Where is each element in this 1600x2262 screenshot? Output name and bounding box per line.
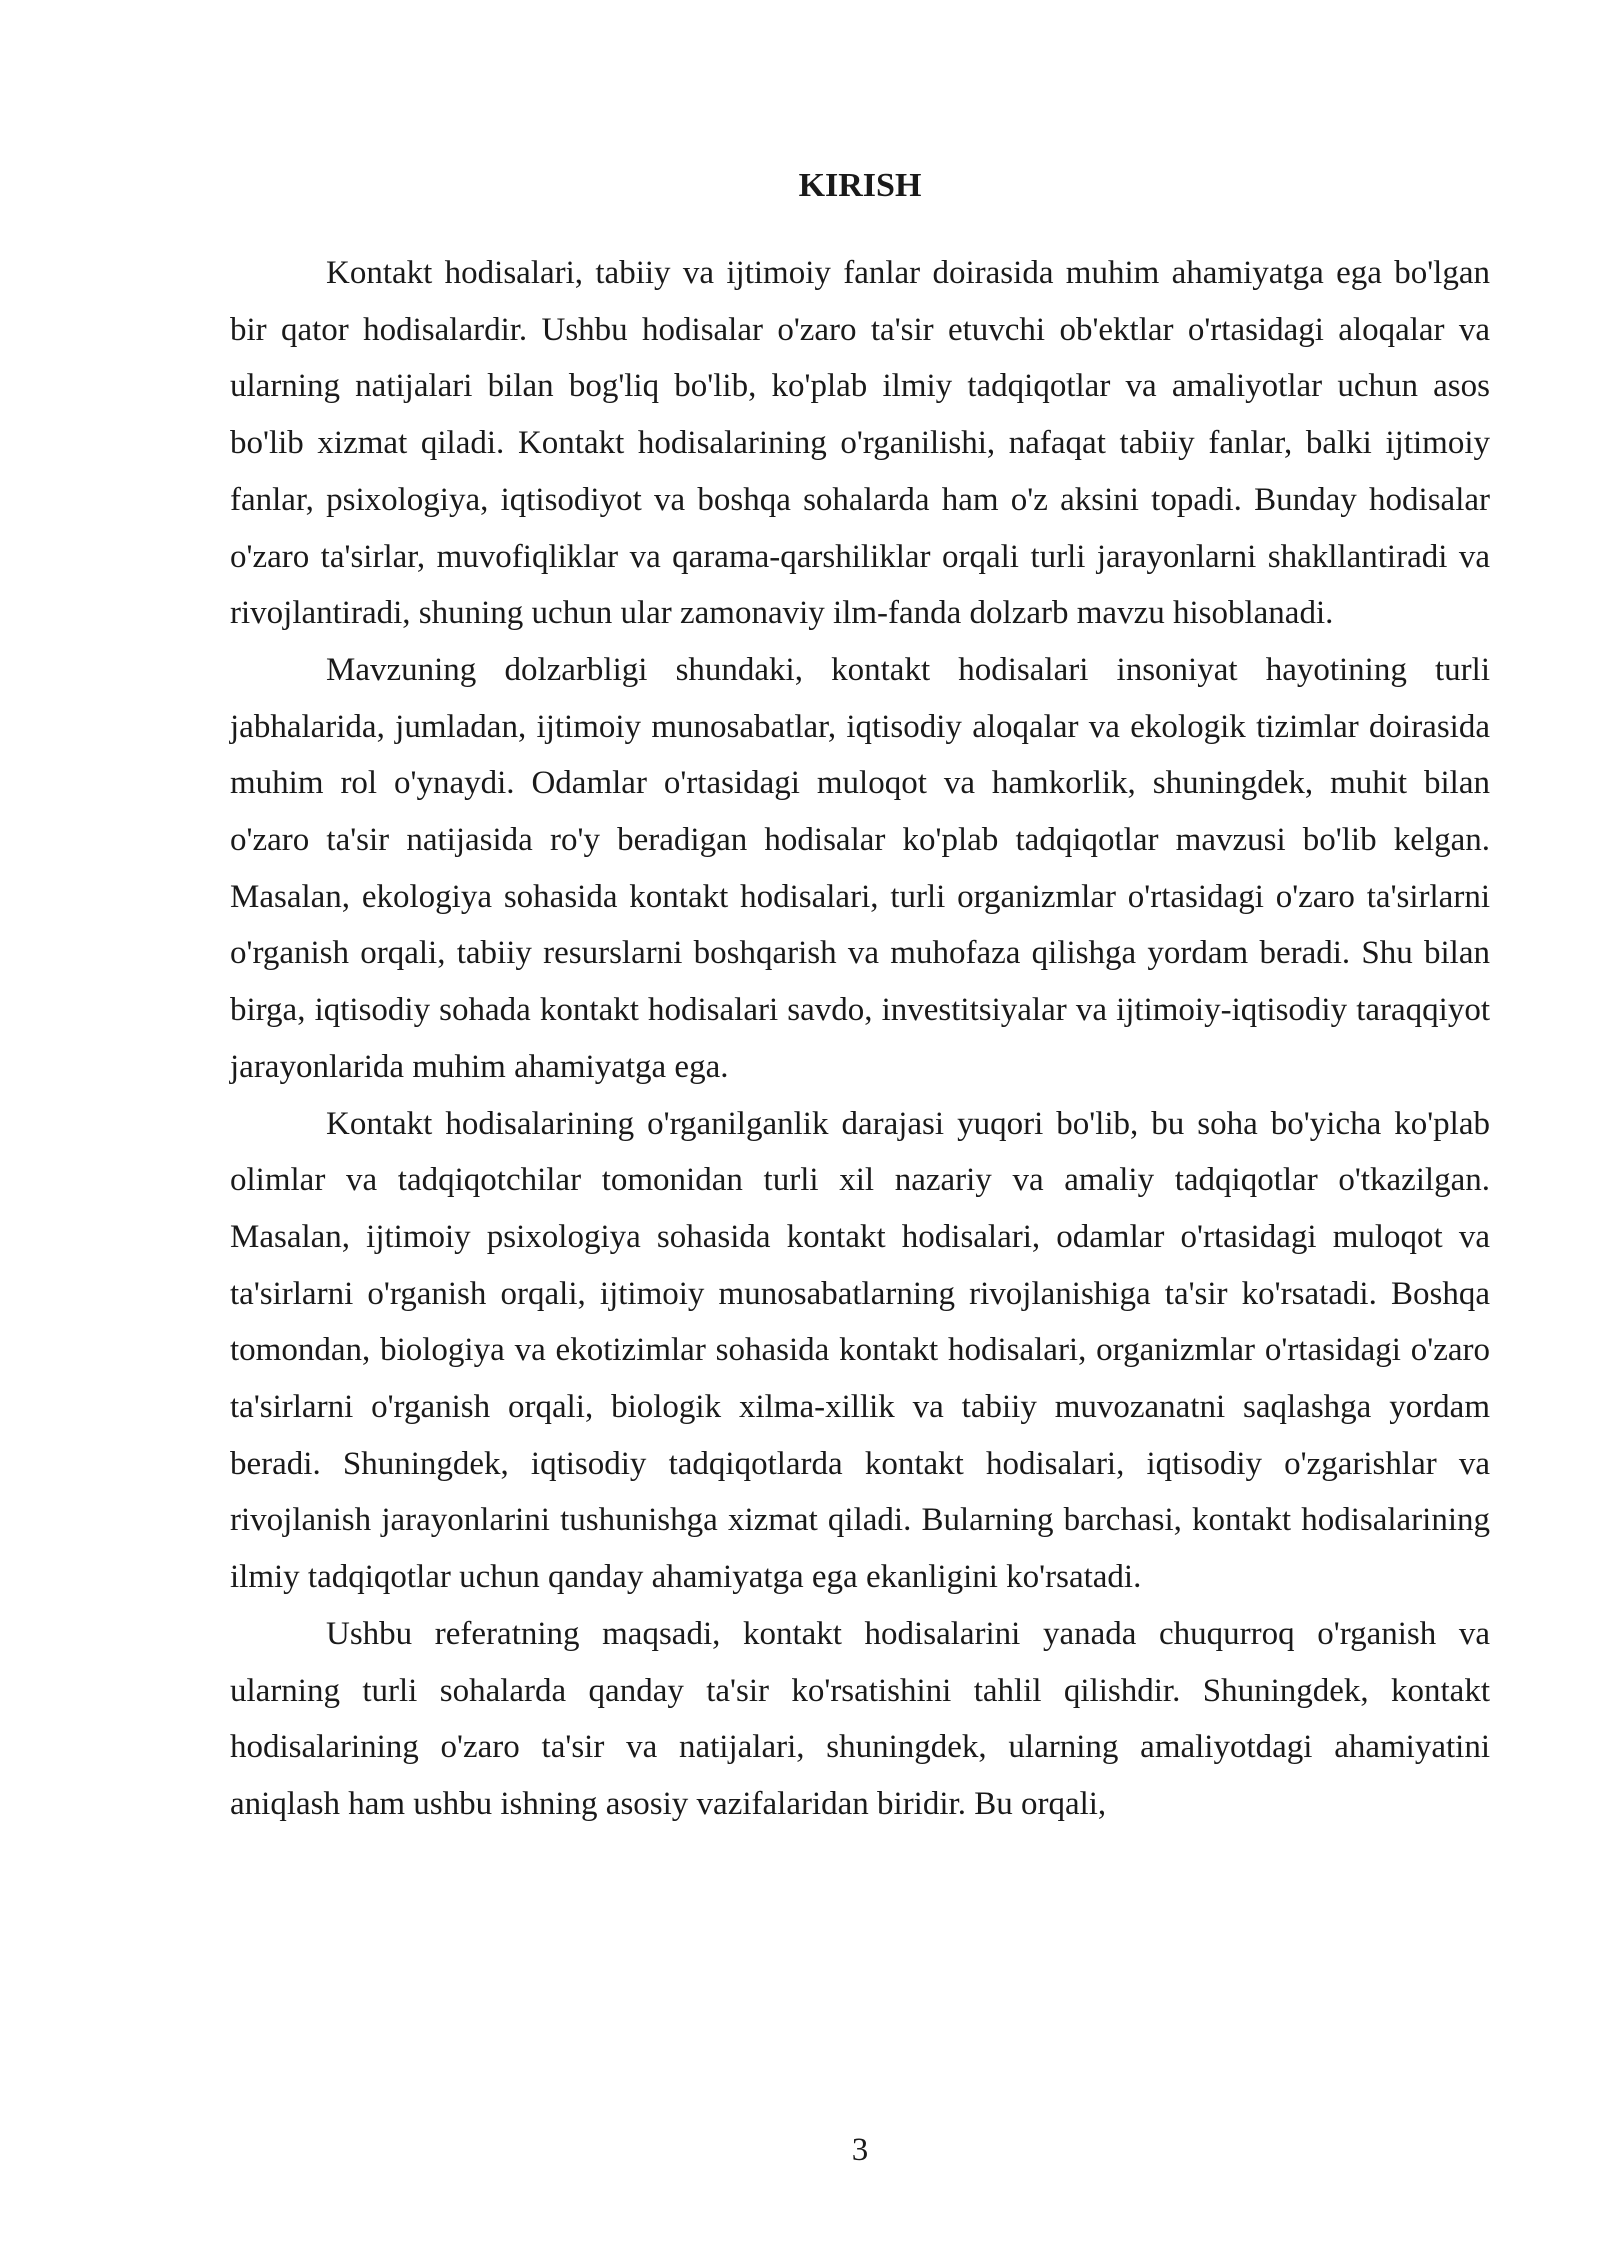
paragraph-4: Ushbu referatning maqsadi, kontakt hodisalarini yanada chuqurroq o'rganish va ularning turli sohalarda qanday ta'sir ko'rsatishini tahlil qilishdir. Shuningdek, kontakt hodisalarining o'zaro ta'sir va natijalari, shuningdek, ularning amaliyotdagi ahamiyatini aniqlash ham ushbu ishning asosiy vazifalaridan biridir. Bu orqali, [230, 1615, 1490, 1822]
paragraph-2: Mavzuning dolzarbligi shundaki, kontakt hodisalari insoniyat hayotining turli jabhalarida, jumladan, ijtimoiy munosabatlar, iqtisodiy aloqalar va ekologik tizimlar doirasida muhim rol o'ynaydi. Odamlar o'rtasidagi muloqot va hamkorlik, shuningdek, muhit bilan o'zaro ta'sir natijasida ro'y beradigan hodisalar ko'plab tadqiqotlar mavzusi bo'lib kelgan. Masalan, ekologiya sohasida kontakt hodisalari, turli organizmlar o'rtasidagi o'zaro ta'sirlarni o'rganish orqali, tabiiy resurslarni boshqarish va muhofaza qilishga yordam beradi. Shu bilan birga, iqtisodiy sohada kontakt hodisalari savdo, investitsiyalar va ijtimoiy-iqtisodiy taraqqiyot jarayonlarida muhim ahamiyatga ega. [230, 651, 1490, 1085]
body-text [230, 245, 1490, 1833]
paragraph-1: Kontakt hodisalari, tabiiy va ijtimoiy fanlar doirasida muhim ahamiyatga ega bo'lgan bir qator hodisalardir. Ushbu hodisalar o'zaro ta'sir etuvchi ob'ektlar o'rtasidagi aloqalar va ularning natijalari bilan bog'liq bo'lib, ko'plab ilmiy tadqiqotlar va amaliyotlar uchun asos bo'lib xizmat qiladi. Kontakt hodisalarining o'rganilishi, nafaqat tabiiy fanlar, balki ijtimoiy fanlar, psixologiya, iqtisodiyot va boshqa sohalarda ham o'z aksini topadi. Bunday hodisalar o'zaro ta'sirlar, muvofiqliklar va qarama-qarshiliklar orqali turli jarayonlarni shakllantiradi va rivojlantiradi, shuning uchun ular zamonaviy ilm-fanda dolzarb mavzu hisoblanadi. [230, 255, 1490, 632]
page-title: KIRISH [798, 167, 922, 204]
page-number: 3 [851, 2132, 869, 2168]
paragraph-3: Kontakt hodisalarining o'rganilganlik darajasi yuqori bo'lib, bu soha bo'yicha ko'plab olimlar va tadqiqotchilar tomonidan turli xil nazariy va amaliy tadqiqotlar o'tkazilgan. Masalan, ijtimoiy psixologiya sohasida kontakt hodisalari, odamlar o'rtasidagi muloqot va ta'sirlarni o'rganish orqali, ijtimoiy munosabatlarning rivojlanishiga ta'sir ko'rsatadi. Boshqa tomondan, biologiya va ekotizimlar sohasida kontakt hodisalari, organizmlar o'rtasidagi o'zaro ta'sirlarni o'rganish orqali, biologik xilma-xillik va tabiiy muvozanatni saqlashga yordam beradi. Shuningdek, iqtisodiy tadqiqotlarda kontakt hodisalari, iqtisodiy o'zgarishlar va rivojlanish jarayonlarini tushunishga xizmat qiladi. Bularning barchasi, kontakt hodisalarining ilmiy tadqiqotlar uchun qanday ahamiyatga ega ekanligini ko'rsatadi. [230, 1105, 1490, 1596]
